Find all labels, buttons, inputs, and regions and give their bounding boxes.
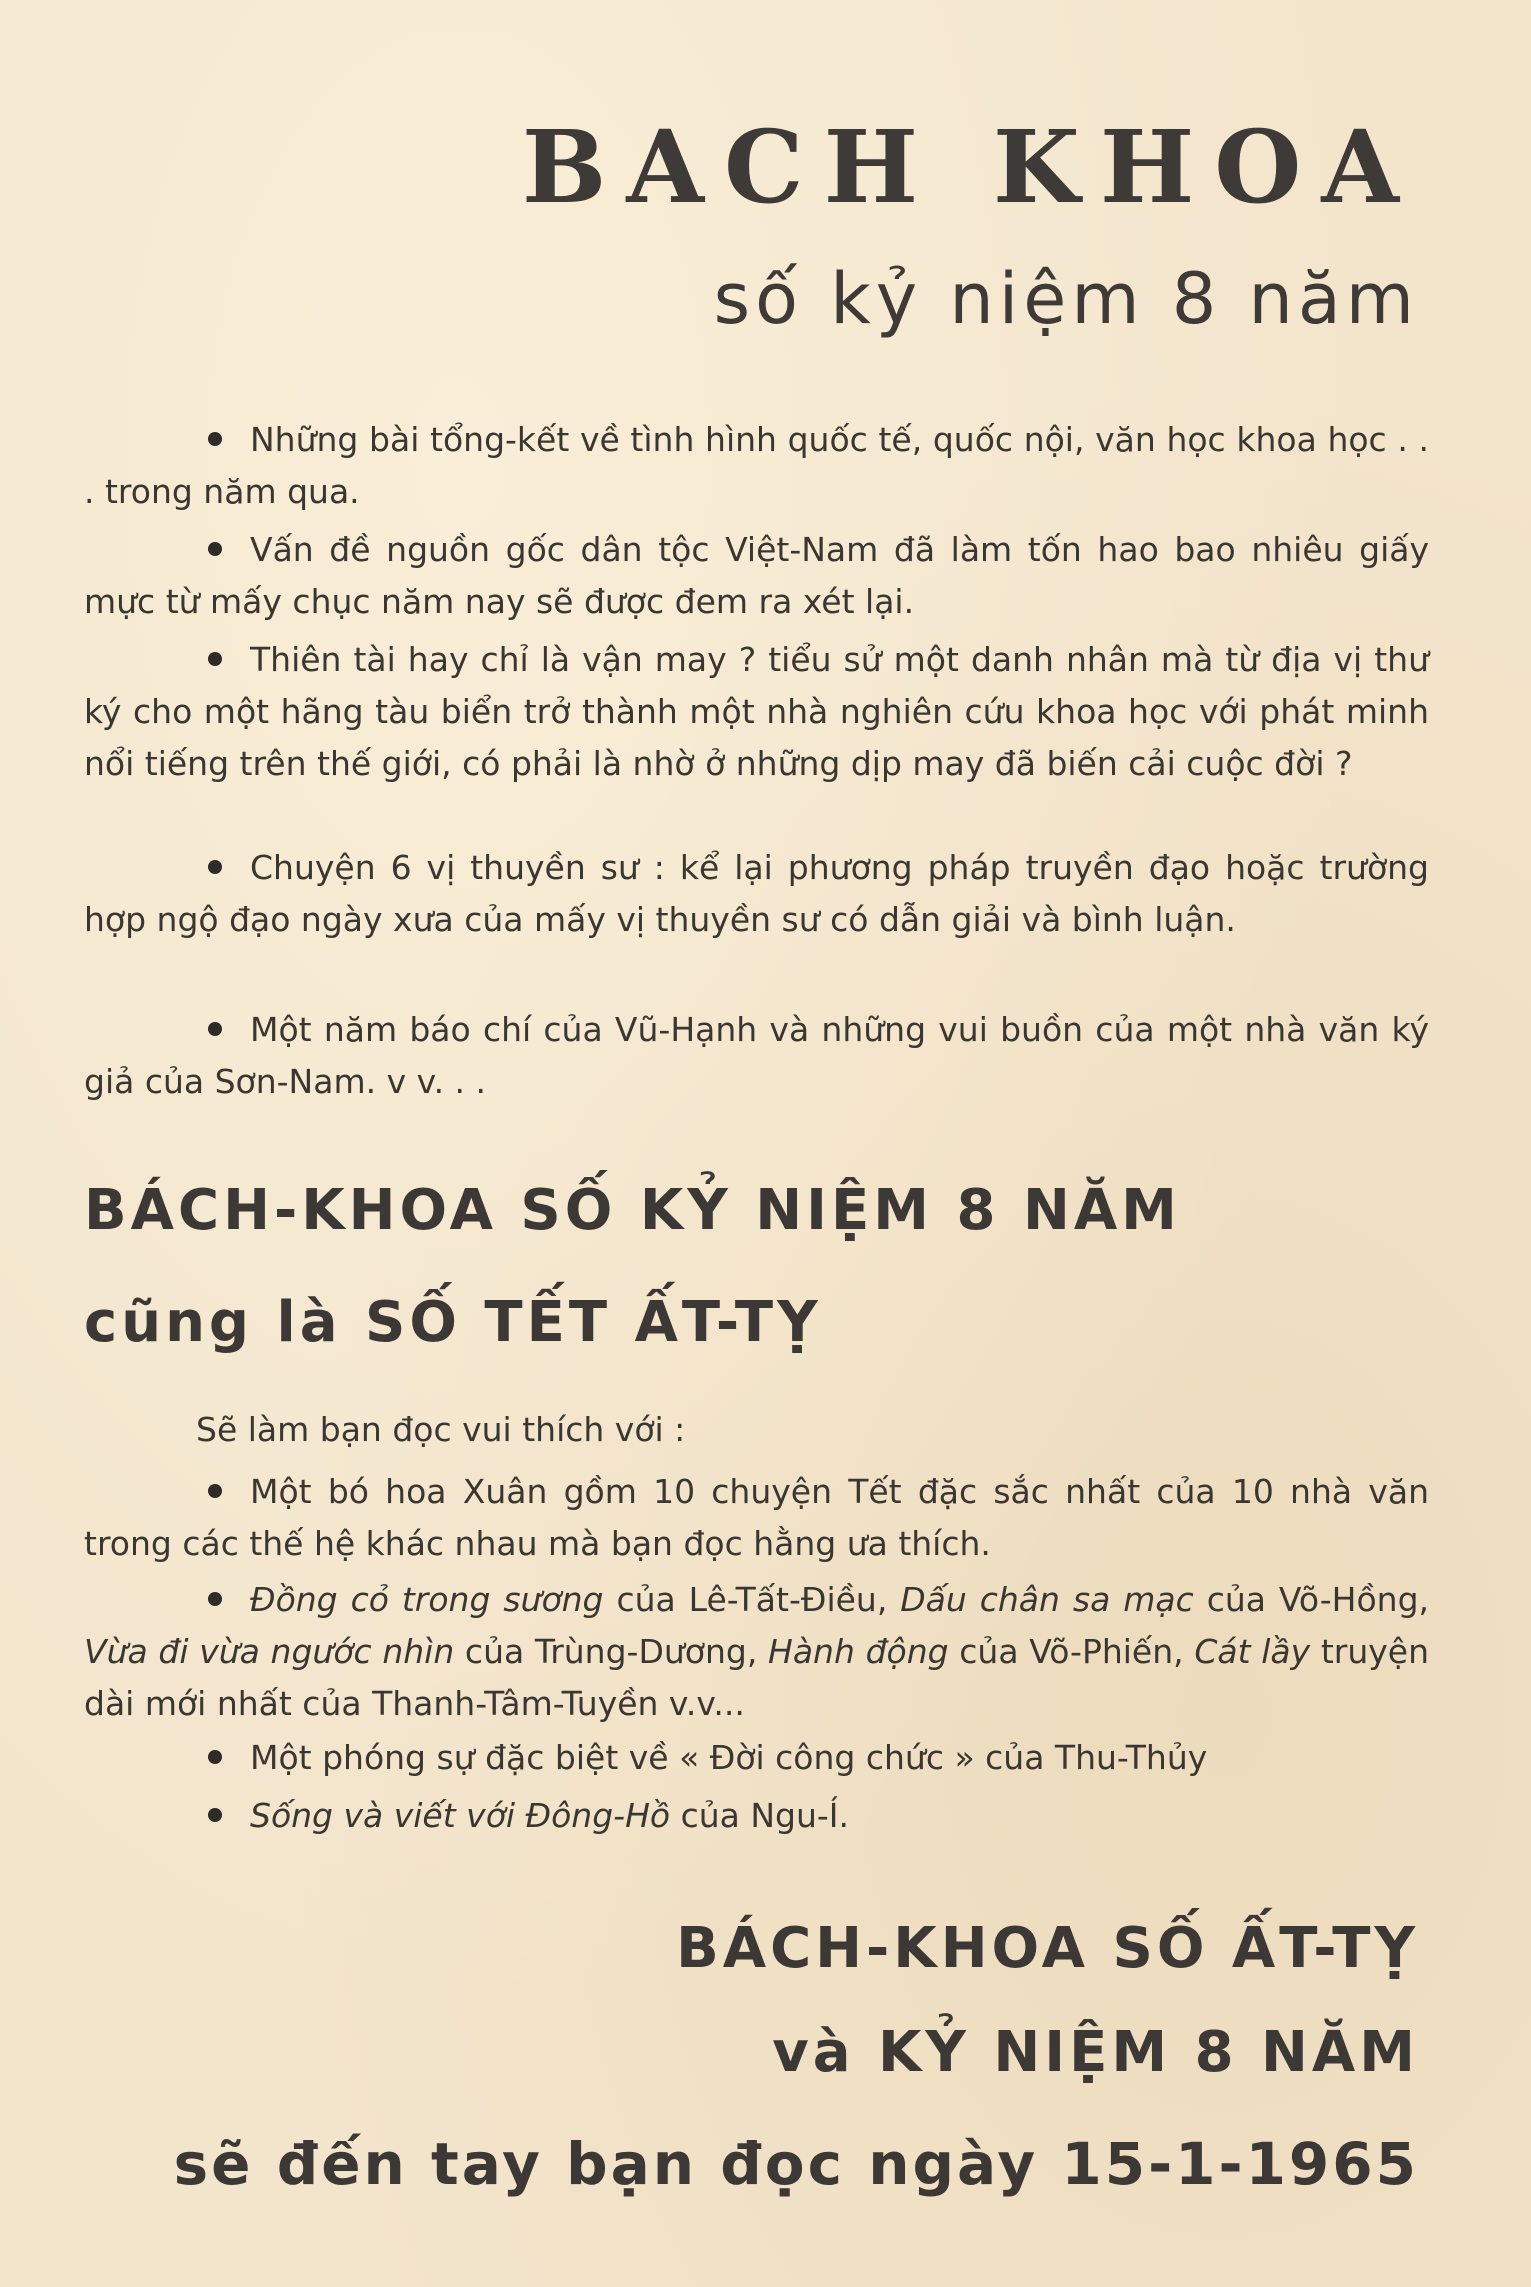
item-text: của Lê-Tất-Điều, [603,1580,901,1619]
work-title: Hành động [768,1632,949,1671]
item-text: Một phóng sự đặc biệt về « Đời công chức » của Thu-Thủy [250,1738,1208,1777]
issue-subtitle: số kỷ niệm 8 năm [713,258,1419,340]
bullet-icon [208,1750,222,1764]
section-subheading: cũng là SỐ TẾT ẤT-TỴ [84,1290,822,1355]
work-title: Dấu chân sa mạc [900,1580,1194,1619]
bullet-icon [208,1592,222,1606]
list-item [84,1466,1429,1570]
work-title: Vừa đi vừa ngước nhìn [84,1632,455,1671]
bullet-icon [208,1484,222,1498]
item-text: truyện dài mới nhất của Thanh-Tâm-Tuyền v.v... [84,1632,1429,1723]
list-item [84,1732,1429,1784]
item-text: Một năm báo chí của Vũ-Hạnh và những vui buồn của một nhà văn ký giả của Sơn-Nam. v v. . . [84,1010,1429,1101]
bullet-icon [208,542,222,556]
work-title: Sống và viết với Đông-Hồ [250,1796,671,1835]
work-title: Đồng cỏ trong sương [250,1580,604,1619]
item-text: Những bài tổng-kết về tình hình quốc tế, quốc nội, văn học khoa học . . . trong năm qua. [84,420,1429,511]
bullet-icon [208,1022,222,1036]
closing-line-1: BÁCH-KHOA SỐ ẤT-TỴ [676,1916,1419,1981]
bullet-icon [208,652,222,666]
list-item [84,524,1429,628]
item-text: của Ngu-Í. [670,1796,850,1835]
list-item [84,634,1429,790]
section-heading: BÁCH-KHOA SỐ KỶ NIỆM 8 NĂM [84,1178,1181,1243]
item-text: Thiên tài hay chỉ là vận may ? tiểu sử một danh nhân mà từ địa vị thư ký cho một hãng tàu biển trở thành một nhà nghiên cứu khoa học với phát minh nổi tiếng trên thế giới, có phải là nhờ ở những dịp may đã biến cải cuộc đời ? [84,640,1429,783]
bullet-icon [208,860,222,874]
magazine-title: BACH KHOA [521,108,1419,226]
item-text: của Võ-Phiến, [948,1632,1195,1671]
work-title: Cát lầy [1194,1632,1311,1671]
release-date-line: sẽ đến tay bạn đọc ngày 15-1-1965 [173,2130,1419,2198]
bullet-icon [208,1808,222,1822]
list-item [84,1790,1429,1842]
item-text: Một bó hoa Xuân gồm 10 chuyện Tết đặc sắc nhất của 10 nhà văn trong các thế hệ khác nhau mà bạn đọc hằng ưa thích. [84,1472,1429,1563]
item-text: Vấn đề nguồn gốc dân tộc Việt-Nam đã làm tốn hao bao nhiêu giấy mực từ mấy chục năm nay sẽ được đem ra xét lại. [84,530,1429,621]
list-item [84,1574,1429,1730]
item-text: của Võ-Hồng, [1193,1580,1430,1619]
list-item [84,414,1429,518]
bullet-icon [208,432,222,446]
lead-text: Sẽ làm bạn đọc vui thích với : [196,1410,686,1449]
list-item [84,1004,1429,1108]
item-text: Chuyện 6 vị thuyền sư : kể lại phương pháp truyền đạo hoặc trường hợp ngộ đạo ngày xưa của mấy vị thuyền sư có dẫn giải và bình luận. [84,848,1429,939]
item-text: của Trùng-Dương, [454,1632,769,1671]
list-item [84,842,1429,946]
closing-line-2: và KỶ NIỆM 8 NĂM [772,2020,1419,2085]
